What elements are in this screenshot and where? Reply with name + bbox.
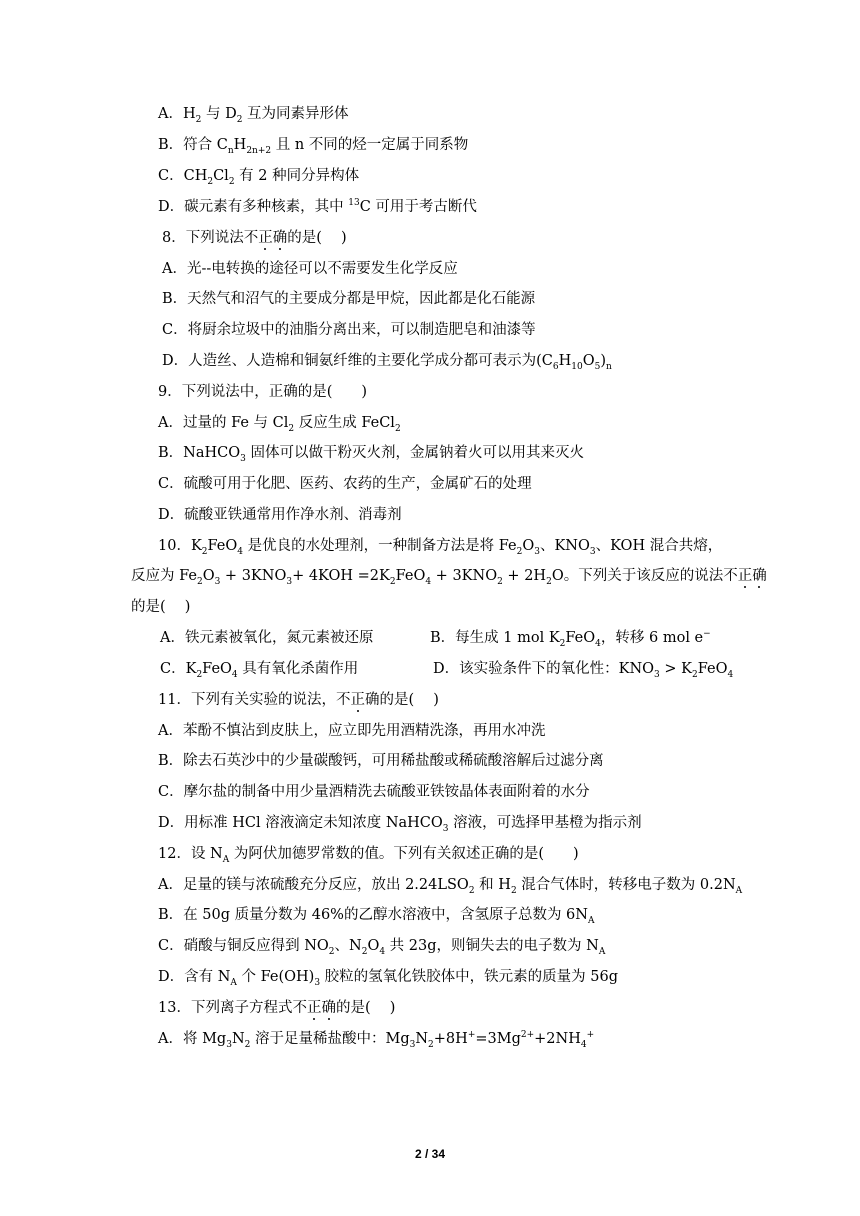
- text-segment: 混合气体时，转移电子数为 0.2N: [516, 877, 736, 893]
- text-segment: + 3KNO: [220, 568, 287, 584]
- text-segment: 2: [389, 576, 396, 587]
- page-number: 2 / 34: [414, 1147, 446, 1161]
- text-segment: 2: [328, 946, 335, 957]
- text-segment: ): [600, 353, 607, 369]
- text-segment: 2: [428, 1039, 434, 1050]
- text-segment: H: [233, 137, 247, 153]
- text-segment: 2n+2: [246, 145, 272, 156]
- text-segment: 2: [691, 669, 698, 680]
- question-8: [162, 228, 347, 248]
- text-segment: 2+: [520, 1030, 535, 1041]
- text-segment: B．天然气和沼气的主要成分都是甲烷，因此都是化石能源: [162, 291, 536, 307]
- text-segment: 有 2 种同分异构体: [234, 168, 360, 184]
- text-segment: H: [558, 353, 572, 369]
- text-segment: A．足量的镁与浓硫酸充分反应，放出 2.24LSO: [158, 877, 469, 893]
- text-segment: 2: [288, 423, 295, 434]
- option-line: [158, 875, 742, 895]
- text-segment: A: [587, 915, 595, 926]
- text-segment: n: [606, 361, 612, 372]
- text-segment: B．除去石英沙中的少量碳酸钙，可用稀盐酸或稀硫酸溶解后过滤分离: [158, 753, 604, 769]
- text-segment: 8．下列说法不: [162, 230, 259, 246]
- text-segment: 3: [534, 546, 540, 557]
- text-segment: 的是( ): [287, 230, 347, 246]
- text-segment: +8H: [433, 1031, 468, 1047]
- option-line: [158, 1029, 594, 1049]
- text-segment: 3: [654, 669, 660, 680]
- text-segment: A．苯酚不慎沾到皮肤上，应立即先用酒精洗涤，再用水冲洗: [158, 723, 546, 739]
- text-segment: 确的是( ): [364, 692, 439, 708]
- text-segment: N: [231, 1031, 245, 1047]
- text-segment: 4: [425, 576, 432, 587]
- text-segment: B．符合 C: [158, 137, 228, 153]
- text-segment: C．硝酸与铜反应得到 NO: [158, 938, 329, 954]
- text-segment: C．CH: [158, 168, 208, 184]
- option-line: [158, 967, 618, 987]
- text-segment: 4: [237, 546, 244, 557]
- text-segment: FeO: [565, 630, 596, 646]
- text-segment: FeO: [395, 568, 426, 584]
- text-segment: +: [586, 1030, 595, 1041]
- question-10: [158, 536, 722, 556]
- text-segment: 反应为 Fe: [131, 568, 197, 584]
- text-segment: 溶于足量稀盐酸中：Mg: [250, 1031, 410, 1047]
- text-segment: Cl: [213, 168, 229, 184]
- text-segment: D．含有 N: [158, 969, 231, 985]
- text-segment: D．该实验条件下的氧化性：KNO: [433, 661, 655, 677]
- question-10-line3: [131, 597, 190, 617]
- option-line: [158, 782, 590, 802]
- text-segment: D．人造丝、人造棉和铜氨纤维的主要化学成分都可表示为(C: [162, 353, 553, 369]
- text-segment: 6: [552, 361, 559, 372]
- text-segment: C．K: [160, 661, 197, 677]
- text-segment: 2: [516, 546, 523, 557]
- option-line: [158, 905, 594, 925]
- text-segment: 正: [258, 230, 273, 246]
- option-10d: [433, 659, 733, 679]
- text-segment: 2: [394, 423, 401, 434]
- text-segment: 13．下列离子方程式不: [158, 1000, 307, 1016]
- option-line: [158, 413, 401, 433]
- text-segment: 3: [442, 823, 449, 834]
- text-segment: 个 Fe(OH): [236, 969, 315, 985]
- text-segment: D．碳元素有多种核素，其中: [158, 199, 349, 215]
- text-segment: 2: [236, 114, 243, 125]
- text-segment: 确: [272, 230, 288, 246]
- text-segment: 11．下列有关实验的说法，不: [158, 692, 351, 708]
- text-segment: > K: [659, 661, 692, 677]
- text-segment: + 3KNO: [431, 568, 498, 584]
- text-segment: C．硫酸可用于化肥、医药、农药的生产，金属矿石的处理: [158, 476, 532, 492]
- option-10c: [160, 659, 358, 679]
- text-segment: 4: [727, 669, 734, 680]
- option-line: [162, 351, 612, 371]
- text-segment: 5: [594, 361, 601, 372]
- text-segment: 2: [196, 576, 203, 587]
- question-11: [158, 690, 439, 710]
- text-segment: FeO: [207, 538, 238, 554]
- option-line: [158, 443, 584, 463]
- text-segment: FeO: [202, 661, 232, 677]
- text-segment: n: [227, 145, 234, 156]
- option-line: [158, 813, 642, 833]
- text-segment: O: [202, 568, 215, 584]
- text-segment: D．用标准 HCl 溶液滴定未知浓度 NaHCO: [158, 815, 443, 831]
- option-line: [162, 320, 536, 340]
- text-segment: O: [522, 538, 535, 554]
- option-line: [158, 505, 402, 525]
- text-segment: 确: [752, 568, 767, 584]
- option-line: [158, 474, 532, 494]
- option-line: [158, 936, 605, 956]
- text-segment: 固体可以做干粉灭火剂，金属钠着火可以用其来灭火: [245, 445, 584, 461]
- text-segment: 与 D: [201, 106, 237, 122]
- text-segment: 2: [195, 114, 202, 125]
- text-segment: 2: [468, 885, 475, 896]
- text-segment: ，转移 6 mol e: [600, 630, 704, 646]
- text-segment: +: [467, 1030, 476, 1041]
- text-segment: C 可用于考古断代: [359, 199, 477, 215]
- text-segment: 且 n 不同的烃一定属于同系物: [271, 137, 469, 153]
- text-segment: B．每生成 1 mol K: [430, 630, 560, 646]
- text-segment: 2: [497, 576, 503, 587]
- text-segment: 2: [361, 946, 368, 957]
- text-segment: 正: [350, 692, 365, 708]
- question-12: [158, 844, 579, 864]
- text-segment: 和 H: [474, 877, 511, 893]
- text-segment: 3: [226, 1039, 232, 1050]
- text-segment: −: [703, 629, 711, 640]
- text-segment: 的是( ): [131, 599, 191, 615]
- text-segment: A．过量的 Fe 与 Cl: [158, 415, 289, 431]
- text-segment: 的是( ): [335, 1000, 396, 1016]
- text-segment: 、KOH 混合共熔，: [595, 538, 723, 554]
- text-segment: 正: [306, 1000, 322, 1016]
- option-10b: [430, 628, 711, 648]
- text-segment: A．光--电转换的途径可以不需要发生化学反应: [162, 261, 458, 277]
- text-segment: 2: [196, 669, 203, 680]
- text-segment: 12．设 N: [158, 846, 223, 862]
- text-segment: A: [222, 854, 230, 865]
- option-line: [158, 104, 349, 124]
- text-segment: B．NaHCO: [158, 445, 241, 461]
- text-segment: 确: [321, 1000, 336, 1016]
- text-segment: 3: [589, 546, 596, 557]
- text-segment: 3: [240, 453, 246, 464]
- text-segment: 3: [409, 1039, 416, 1050]
- text-segment: A: [598, 946, 606, 957]
- text-segment: O: [367, 938, 380, 954]
- text-segment: 4: [580, 1039, 587, 1050]
- question-13: [158, 998, 395, 1018]
- text-segment: A．将 Mg: [158, 1031, 227, 1047]
- text-segment: =3Mg: [475, 1031, 521, 1047]
- text-segment: C．摩尔盐的制备中用少量酒精洗去硫酸亚铁铵晶体表面附着的水分: [158, 784, 590, 800]
- text-segment: 具有氧化杀菌作用: [237, 661, 359, 677]
- text-segment: 4: [595, 638, 601, 649]
- text-segment: A．铁元素被氧化，氮元素被还原: [160, 630, 374, 646]
- text-segment: 4: [231, 669, 238, 680]
- question-10-line2: [131, 566, 767, 586]
- text-segment: 3: [314, 977, 321, 988]
- text-segment: 13: [348, 198, 360, 209]
- option-line: [158, 721, 545, 741]
- text-segment: + 4KOH =2K: [292, 568, 390, 584]
- text-segment: A: [735, 885, 743, 896]
- text-segment: 胶粒的氢氧化铁胶体中，铁元素的质量为 56g: [320, 969, 619, 985]
- text-segment: 正: [737, 568, 753, 584]
- text-segment: 溶液，可选择甲基橙为指示剂: [448, 815, 642, 831]
- text-segment: A: [230, 977, 237, 988]
- text-segment: O: [582, 353, 595, 369]
- option-line: [162, 259, 458, 279]
- text-segment: 3: [214, 576, 221, 587]
- question-9: [158, 382, 367, 402]
- text-segment: 4: [379, 946, 386, 957]
- text-segment: 反应生成 FeCl: [294, 415, 395, 431]
- text-segment: 共 23g，则铜失去的电子数为 N: [385, 938, 599, 954]
- option-line: [158, 135, 468, 155]
- text-segment: 、N: [334, 938, 362, 954]
- text-segment: N: [415, 1031, 429, 1047]
- text-segment: 、KNO: [539, 538, 590, 554]
- text-segment: 3: [286, 576, 293, 587]
- text-segment: 2: [244, 1039, 251, 1050]
- text-segment: +2NH: [534, 1031, 581, 1047]
- option-line: [158, 166, 359, 186]
- text-segment: 2: [228, 176, 235, 187]
- text-segment: D．硫酸亚铁通常用作净水剂、消毒剂: [158, 507, 402, 523]
- text-segment: 是优良的水处理剂，一种制备方法是将 Fe: [243, 538, 517, 554]
- text-segment: 2: [207, 176, 214, 187]
- text-segment: 为阿伏加德罗常数的值。下列有关叙述正确的是( ): [229, 846, 579, 862]
- text-segment: 9．下列说法中，正确的是( ): [158, 384, 368, 400]
- text-segment: 10．K: [158, 538, 202, 554]
- option-line: [162, 289, 535, 309]
- text-segment: 2: [559, 638, 566, 649]
- text-segment: 2: [546, 576, 552, 587]
- text-segment: 互为同素异形体: [242, 106, 349, 122]
- text-segment: C．将厨余垃圾中的油脂分离出来，可以制造肥皂和油漆等: [162, 322, 536, 338]
- text-segment: A．H: [158, 106, 196, 122]
- option-10a: [160, 628, 373, 648]
- text-segment: 2: [510, 885, 517, 896]
- text-segment: FeO: [697, 661, 728, 677]
- text-segment: O。下列关于该反应的说法不: [551, 568, 738, 584]
- text-segment: 2: [201, 546, 208, 557]
- option-line: [158, 751, 604, 771]
- text-segment: 10: [571, 361, 583, 372]
- option-line: [158, 197, 477, 217]
- text-segment: + 2H: [502, 568, 547, 584]
- text-segment: B．在 50g 质量分数为 46%的乙醇水溶液中，含氢原子总数为 6N: [158, 907, 588, 923]
